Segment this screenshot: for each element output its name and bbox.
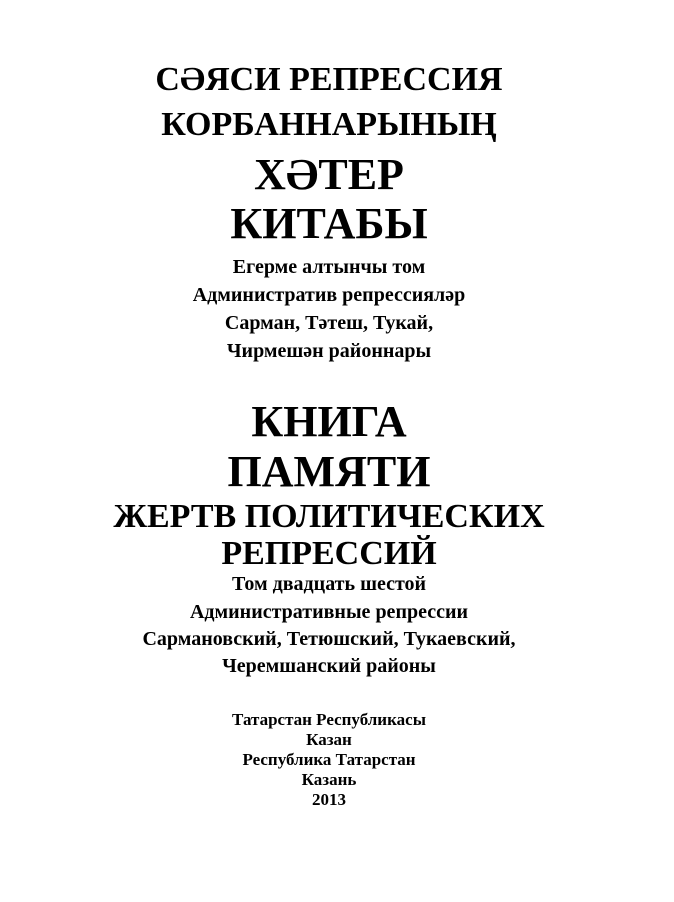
tatar-districts-line-2: Чирмешән районнары <box>226 340 432 362</box>
tatar-subtitle: Административ репрессияләр <box>192 284 466 306</box>
tatar-title-line-2: КОРБАННАРЫНЫҢ <box>161 106 497 143</box>
russian-title-line-1: КНИГА <box>251 397 407 446</box>
russian-title-line-2: ПАМЯТИ <box>227 447 431 496</box>
tatar-volume: Егерме алтынчы том <box>232 256 426 278</box>
tatar-title-line-1: СӘЯСИ РЕПРЕССИЯ <box>155 61 503 98</box>
tatar-title-line-4: КИТАБЫ <box>230 199 428 248</box>
publisher-line-1: Татарстан Республикасы <box>232 710 426 729</box>
russian-title-line-3: ЖЕРТВ ПОЛИТИЧЕСКИХ <box>113 498 545 535</box>
publisher-line-2: Казан <box>306 730 352 749</box>
publisher-line-4: Казань <box>301 770 357 789</box>
publisher-line-3: Республика Татарстан <box>242 750 416 769</box>
russian-subtitle: Административные репрессии <box>189 601 469 623</box>
russian-volume: Том двадцать шестой <box>231 573 427 595</box>
tatar-title-line-3: ХӘТЕР <box>254 150 404 199</box>
russian-districts-line-2: Черемшанский районы <box>222 655 436 677</box>
publication-year: 2013 <box>312 790 346 809</box>
russian-title-line-4: РЕПРЕССИЙ <box>221 535 437 572</box>
tatar-districts-line-1: Сарман, Тәтеш, Тукай, <box>224 312 434 334</box>
russian-districts-line-1: Сармановский, Тетюшский, Тукаевский, <box>142 628 516 650</box>
